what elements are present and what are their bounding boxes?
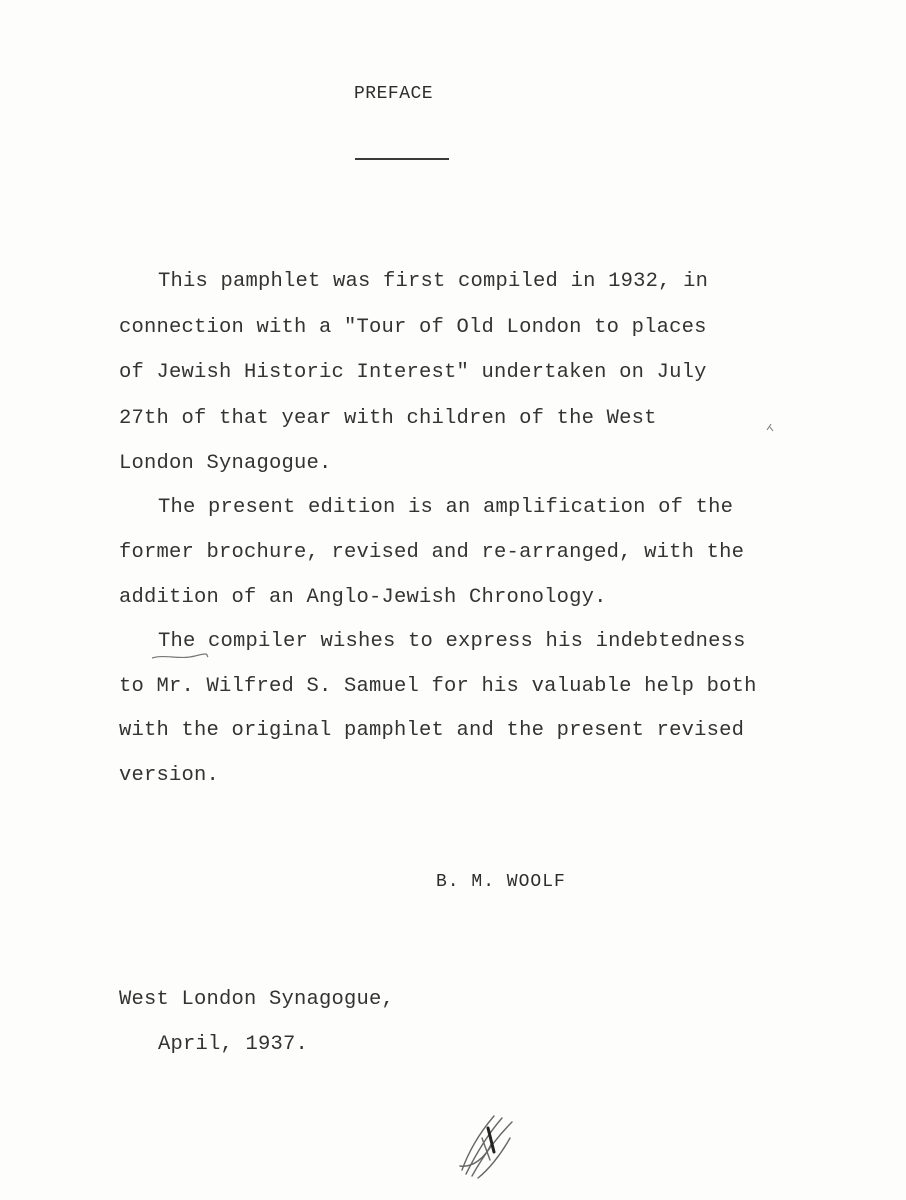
paragraph-3-line-1: The compiler wishes to express his indebtedness xyxy=(158,630,746,653)
author-signature: B. M. WOOLF xyxy=(436,872,566,892)
stray-mark xyxy=(764,420,776,434)
paragraph-1-line-2: connection with a "Tour of Old London to places xyxy=(119,316,707,339)
paragraph-3-line-3: with the original pamphlet and the present revised xyxy=(119,719,745,742)
paragraph-3-line-2: to Mr. Wilfred S. Samuel for his valuable help both xyxy=(119,675,757,698)
paragraph-1-line-4: 27th of that year with children of the West xyxy=(119,407,657,430)
place-line: West London Synagogue, xyxy=(119,988,395,1011)
paragraph-2-line-2: former brochure, revised and re-arranged, with the xyxy=(119,541,745,564)
date-line: April, 1937. xyxy=(158,1033,309,1056)
paragraph-3-line-4: version. xyxy=(119,764,220,787)
paragraph-2-line-1: The present edition is an amplification of the xyxy=(158,496,734,519)
pencil-scribble-mark xyxy=(452,1108,524,1184)
paragraph-1-line-1: This pamphlet was first compiled in 1932, in xyxy=(158,270,709,293)
page-title: PREFACE xyxy=(354,84,434,104)
title-underline xyxy=(355,158,449,160)
paragraph-1-line-3: of Jewish Historic Interest" undertaken on July xyxy=(119,361,707,384)
pencil-underline-mark xyxy=(150,650,210,664)
paragraph-1-line-5: London Synagogue. xyxy=(119,452,332,475)
paragraph-2-line-3: addition of an Anglo-Jewish Chronology. xyxy=(119,586,607,609)
